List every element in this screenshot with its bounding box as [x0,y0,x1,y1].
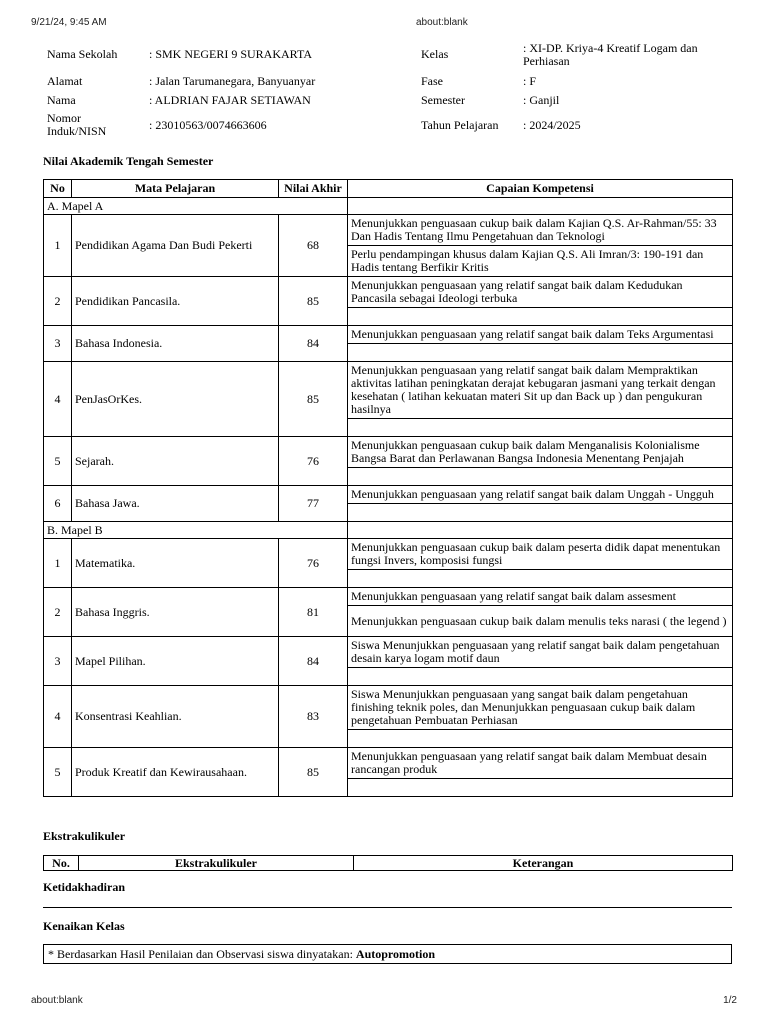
ekstra-header-name: Ekstrakulikuler [79,856,354,871]
group-label-a: A. Mapel A [44,198,348,215]
row-competency [348,570,733,588]
name-value: : ALDRIAN FAJAR SETIAWAN [149,93,311,107]
row-score: 81 [279,588,348,637]
row-competency [348,344,733,362]
year-label: Tahun Pelajaran [421,118,499,132]
row-subject: Pendidikan Agama Dan Budi Pekerti [72,215,279,277]
row-no: 4 [44,362,72,437]
row-competency [348,468,733,486]
row-no: 2 [44,588,72,637]
row-score: 68 [279,215,348,277]
group-empty [348,522,733,539]
row-score: 76 [279,539,348,588]
row-no: 5 [44,437,72,486]
row-competency [348,419,733,437]
semester-value: : Ganjil [523,93,560,107]
group-label-b: B. Mapel B [44,522,348,539]
promotion-section-title: Kenaikan Kelas [43,919,125,933]
header-score: Nilai Akhir [279,180,348,198]
row-no: 5 [44,748,72,797]
school-label: Nama Sekolah [47,47,118,61]
table-row [44,437,733,468]
ekstra-table [43,855,733,871]
grades-header-row [44,180,733,198]
row-competency [348,308,733,326]
row-no: 2 [44,277,72,326]
divider [43,907,732,908]
table-row [44,588,733,606]
row-subject: Bahasa Jawa. [72,486,279,522]
row-competency: Menunjukkan penguasaan yang relatif sangat baik dalam Unggah - Ungguh [348,486,733,504]
phase-label: Fase [421,74,443,88]
row-subject: Konsentrasi Keahlian. [72,686,279,748]
year-value: : 2024/2025 [523,118,581,132]
row-subject: Mapel Pilihan. [72,637,279,686]
row-competency: Menunjukkan penguasaan cukup baik dalam menulis teks narasi ( the legend ) [348,606,733,637]
print-footer [0,995,768,1009]
promotion-result: Autopromotion [355,947,436,961]
row-no: 3 [44,637,72,686]
group-row-b [44,522,733,539]
row-subject: Bahasa Inggris. [72,588,279,637]
address-label: Alamat [47,74,83,88]
print-datetime: 9/21/24, 9:45 AM [31,17,107,28]
row-competency: Menunjukkan penguasaan yang relatif sangat baik dalam Teks Argumentasi [348,326,733,344]
nisn-value: : 23010563/0074663606 [149,118,267,132]
header-no: No [44,180,72,198]
grades-section-title: Nilai Akademik Tengah Semester [43,154,214,168]
print-url: about:blank [416,17,468,28]
header-competency: Capaian Kompetensi [348,180,733,198]
row-subject: Pendidikan Pancasila. [72,277,279,326]
row-competency [348,779,733,797]
class-value: : XI-DP. Kriya-4 Kreatif Logam dan Perhiasan [523,41,698,68]
footer-url: about:blank [31,995,83,1006]
row-competency [348,730,733,748]
row-subject: Matematika. [72,539,279,588]
promotion-prefix: * Berdasarkan Hasil Penilaian dan Observasi siswa dinyatakan: [48,947,356,961]
row-competency: Menunjukkan penguasaan yang relatif sangat baik dalam Kedudukan Pancasila sebagai Ideologi terbuka [348,277,733,308]
table-row [44,637,733,668]
ekstra-header-note: Keterangan [354,856,733,871]
row-score: 83 [279,686,348,748]
name-label: Nama [47,93,76,107]
row-competency: Siswa Menunjukkan penguasaan yang sangat baik dalam pengetahuan finishing teknik poles, dan Menunjukkan penguasaan cukup baik dalam pengetahuan Pembuatan Perhiasan [348,686,733,730]
table-row [44,215,733,246]
group-row-a [44,198,733,215]
row-score: 84 [279,326,348,362]
table-row [44,748,733,779]
promotion-box [43,944,732,964]
row-competency: Menunjukkan penguasaan yang relatif sangat baik dalam Membuat desain rancangan produk [348,748,733,779]
semester-label: Semester [421,93,465,107]
row-competency: Siswa Menunjukkan penguasaan yang relatif sangat baik dalam pengetahuan desain karya logam motif daun [348,637,733,668]
row-subject: Produk Kreatif dan Kewirausahaan. [72,748,279,797]
row-competency: Menunjukkan penguasaan yang relatif sangat baik dalam Mempraktikan aktivitas latihan peningkatan derajat kebugaran jasmani yang terkait dengan kesehatan ( latihan kekuatan materi Sit up dan Back up ) dan pengukuran hasilnya [348,362,733,419]
table-row [44,539,733,570]
row-no: 1 [44,539,72,588]
nisn-label: Nomor Induk/NISN [47,111,107,138]
row-subject: Sejarah. [72,437,279,486]
row-competency: Menunjukkan penguasaan cukup baik dalam Menganalisis Kolonialisme Bangsa Barat dan Perlawanan Bangsa Indonesia Menentang Penjajah [348,437,733,468]
row-score: 85 [279,362,348,437]
grades-table [43,179,733,797]
class-label: Kelas [421,47,449,61]
row-no: 3 [44,326,72,362]
row-subject: PenJasOrKes. [72,362,279,437]
row-competency: Menunjukkan penguasaan yang relatif sangat baik dalam assesment [348,588,733,606]
ekstra-header-no: No. [44,856,79,871]
absence-section-title: Ketidakhadiran [43,880,126,894]
phase-value: : F [523,74,537,88]
row-no: 6 [44,486,72,522]
address-value: : Jalan Tarumanegara, Banyuanyar [149,74,316,88]
table-row [44,686,733,730]
ekstra-section-title: Ekstrakulikuler [43,829,126,843]
row-score: 76 [279,437,348,486]
header-subject: Mata Pelajaran [72,180,279,198]
row-competency: Menunjukkan penguasaan cukup baik dalam Kajian Q.S. Ar-Rahman/55: 33 Dan Hadis Tentang Ilmu Pengetahuan dan Teknologi [348,215,733,246]
row-score: 85 [279,277,348,326]
group-empty [348,198,733,215]
row-score: 77 [279,486,348,522]
table-row [44,362,733,419]
print-header [0,17,768,31]
row-no: 4 [44,686,72,748]
row-score: 84 [279,637,348,686]
table-row [44,277,733,308]
page-number: 1/2 [723,995,737,1006]
row-competency: Perlu pendampingan khusus dalam Kajian Q.S. Ali Imran/3: 190-191 dan Hadis tentang Berfikir Kritis [348,246,733,277]
row-subject: Bahasa Indonesia. [72,326,279,362]
row-competency [348,504,733,522]
ekstra-header-row [44,856,733,871]
table-row [44,486,733,504]
row-competency [348,668,733,686]
row-score: 85 [279,748,348,797]
row-competency: Menunjukkan penguasaan cukup baik dalam peserta didik dapat menentukan fungsi Invers, komposisi fungsi [348,539,733,570]
school-value: : SMK NEGERI 9 SURAKARTA [149,47,312,61]
table-row [44,326,733,344]
row-no: 1 [44,215,72,277]
